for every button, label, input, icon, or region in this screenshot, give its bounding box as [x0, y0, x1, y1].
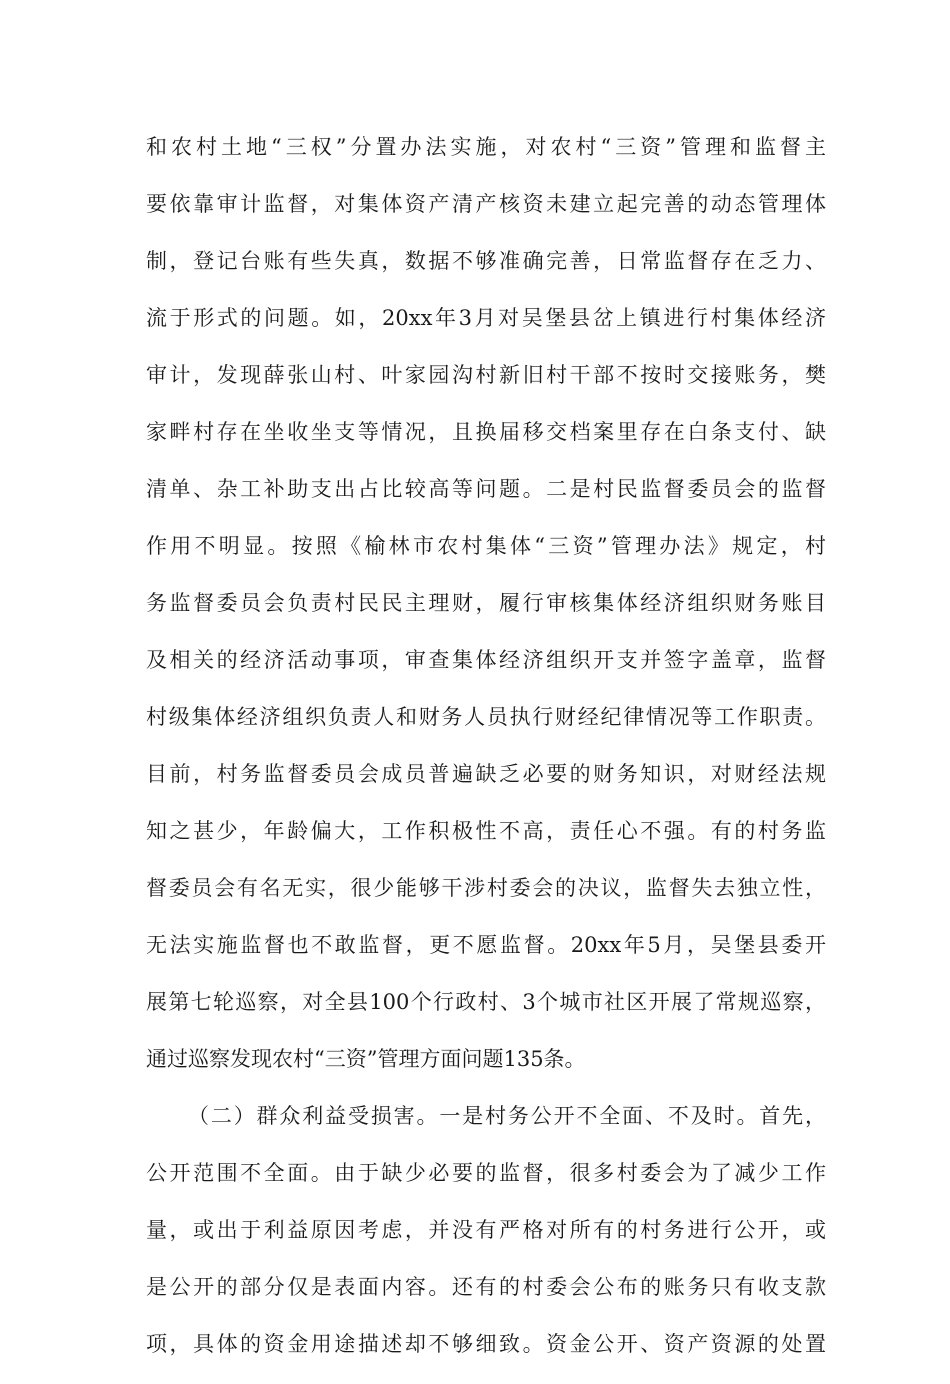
text-line: 是公开的部分仅是表面内容。还有的村委会公布的账务只有收支款 — [146, 1275, 826, 1299]
text-line: 量，或出于利益原因考虑，并没有严格对所有的村务进行公开，或 — [146, 1218, 826, 1242]
text-line: 和农村土地“三权”分置办法实施，对农村“三资”管理和监督主 — [146, 135, 826, 159]
text-line: 务监督委员会负责村民民主理财，履行审核集体经济组织财务账目 — [146, 591, 826, 615]
text-line: 审计，发现薛张山村、叶家园沟村新旧村干部不按时交接账务，樊 — [146, 363, 826, 387]
body-text — [146, 130, 826, 1384]
text-line: 及相关的经济活动事项，审查集体经济组织开支并签字盖章，监督 — [146, 648, 826, 672]
text-line: 项，具体的资金用途描述却不够细致。资金公开、资产资源的处置 — [146, 1332, 826, 1356]
text-line: 村级集体经济组织负责人和财务人员执行财经纪律情况等工作职责。 — [146, 705, 826, 729]
text-line: 作用不明显。按照《榆林市农村集体“三资”管理办法》规定，村 — [146, 534, 826, 558]
text-line: 流于形式的问题。如，20xx年3月对吴堡县岔上镇进行村集体经济 — [146, 306, 826, 330]
text-line: 制，登记台账有些失真，数据不够准确完善，日常监督存在乏力、 — [146, 249, 826, 273]
text-line: 要依靠审计监督，对集体资产清产核资未建立起完善的动态管理体 — [146, 192, 826, 216]
text-line: 家畔村存在坐收坐支等情况，且换届移交档案里存在白条支付、缺 — [146, 420, 826, 444]
text-line: 督委员会有名无实，很少能够干涉村委会的决议，监督失去独立性， — [146, 876, 826, 900]
text-line: 知之甚少，年龄偏大，工作积极性不高，责任心不强。有的村务监 — [146, 819, 826, 843]
text-line: 展第七轮巡察，对全县100个行政村、3个城市社区开展了常规巡察， — [146, 990, 826, 1014]
text-line: 公开范围不全面。由于缺少必要的监督，很多村委会为了减少工作 — [146, 1161, 826, 1185]
text-line: 无法实施监督也不敢监督，更不愿监督。20xx年5月，吴堡县委开 — [146, 933, 826, 957]
text-line: 清单、杂工补助支出占比较高等问题。二是村民监督委员会的监督 — [146, 477, 826, 501]
text-line: 目前，村务监督委员会成员普遍缺乏必要的财务知识，对财经法规 — [146, 762, 826, 786]
text-line: 通过巡察发现农村“三资”管理方面问题135条。 — [146, 1047, 586, 1071]
text-line: （二）群众利益受损害。一是村务公开不全面、不及时。首先， — [188, 1104, 826, 1128]
